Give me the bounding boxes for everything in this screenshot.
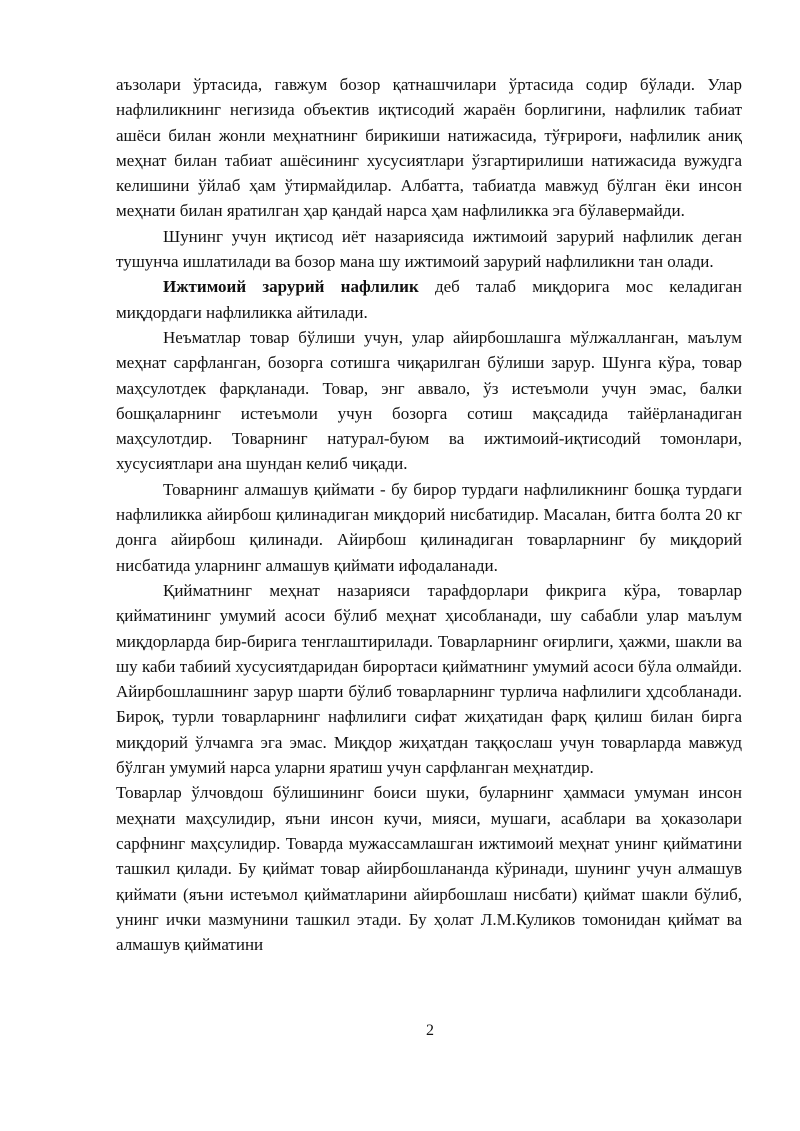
paragraph — [116, 578, 742, 780]
page-number: 2 — [426, 1022, 434, 1039]
paragraph — [116, 72, 742, 224]
paragraph-text: Қийматнинг меҳнат назарияси тарафдорлари фикрига кўра, товарлар қийматининг умумий асоси бўлиб меҳнат ҳисобланади, шу сабабли улар маълум миқдорларда бир-бирига тенглаштирилади. Товарларнинг оғирлиги, ҳажми, шакли ва шу каби табиий хусусиятдаридан бирортаси қийматнинг умумий асоси бўла олмайди. Айирбошлашнинг зарур шарти бўлиб товарларнинг турлича нафлилиги ҳдсобланади. Бироқ, турли товарларнинг нафлилиги сифат жиҳатидан фарқ қилиш билан бирга миқдорий ўлчамга эга эмас. Миқдор жиҳатдан таққослаш учун товарларда мавжуд бўлган умумий нарса уларни яратиш учун сарфланган меҳнатдир. — [116, 580, 742, 778]
definition-term: Ижтимоий зарурий нафлилик — [163, 277, 419, 297]
paragraph-text: Товарнинг алмашув қиймати - бу бирор турдаги нафлиликнинг бошқа турдаги нафлиликка айирбош қилинадиган миқдорий нисбатидир. Масалан, битга болта 20 кг донга айирбош қилинади. Айирбош қилинадиган товарларнинг бу миқдорий нисбатида уларнинг алмашув қиймати ифодаланади. — [116, 479, 742, 575]
body-text — [116, 72, 742, 957]
paragraph-text: Товарлар ўлчовдош бўлишининг боиси шуки, буларнинг ҳаммаси умуман инсон меҳнати маҳсулидир, яъни инсон кучи, мияси, мушаги, асаблари ва ҳоказолари сарфнинг маҳсулидир. Товарда мужассамлашган ижтимоий меҳнат унинг қийматини ташкил қилади. Бу қиймат товар айирбошлананда кўринади, шунинг учун алмашув қиймати (яъни истеъмол қийматларини айирбошлаш нисбати) қиймат шакли бўлиб, унинг ички мазмунини ташкил этади. Бу ҳолат Л.М.Куликов томонидан қиймат ва алмашув қийматини — [116, 783, 742, 955]
definition-paragraph — [116, 274, 742, 325]
paragraph — [116, 325, 742, 477]
paragraph-text: Неъматлар товар бўлиши учун, улар айирбошлашга мўлжалланган, маълум меҳнат сарфланган, бозорга сотишга чиқарилган бўлиши зарур. Шунга кўра, товар маҳсулотдек фарқланади. Товар, энг аввало, ўз истеъмоли учун эмас, балки бошқаларнинг истеъмоли учун бозорга сотиш мақсадида тайёрланадиган маҳсулотдир. Товарнинг натурал-буюм ва ижтимоий-иқтисодий томонлари, хусусиятлари ана шундан келиб чиқади. — [116, 327, 742, 474]
paragraph — [116, 477, 742, 578]
paragraph — [116, 780, 742, 957]
paragraph-text: аъзолари ўртасида, гавжум бозор қатнашчилари ўртасида содир бўлади. Улар нафлиликнинг негизида объектив иқтисодий жараён борлигини, нафлилик табиат ашёси билан жонли меҳнатнинг бирикиши натижасида, тўғрироғи, нафлилик аниқ меҳнат билан табиат ашёсининг хусусиятлари ўзгартирилиши натижасида вужудга келишини ўйлаб ҳам ўтирмайдилар. Албатта, табиатда мавжуд бўлган ёки инсон меҳнати билан яратилган ҳар қандай нарса ҳам нафлиликка эга бўлавермайди. — [116, 75, 742, 221]
paragraph-text: деб талаб миқдорига мос келадиган миқдордаги нафлиликка айтилади. — [116, 277, 742, 322]
paragraph — [116, 224, 742, 275]
paragraph-text: Шунинг учун иқтисод иёт назариясида ижтимоий зарурий нафлилик деган тушунча ишлатилади ва бозор мана шу ижтимоий зарурий нафлиликни тан олади. — [116, 226, 742, 272]
